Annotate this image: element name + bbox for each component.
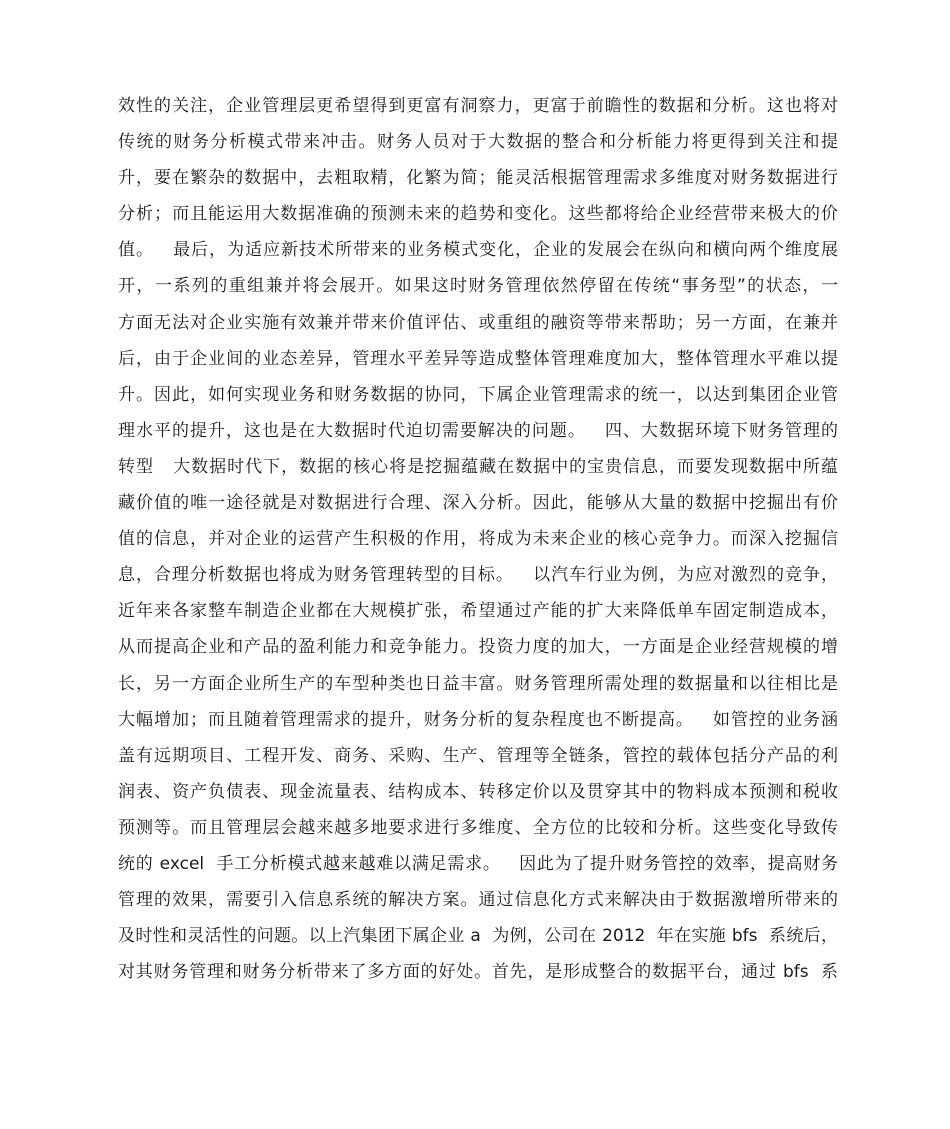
text-line: 统的 excel 手工分析模式越来越难以满足需求。 因此为了提升财务管控的效率，提高财务 [118,853,838,874]
text-line: 长，另一方面企业所生产的车型种类也日益丰富。财务管理所需处理的数据量和以往相比是 [118,673,838,694]
text-line: 理水平的提升，这也是在大数据时代迫切需要解决的问题。 四、大数据环境下财务管理的 [118,420,838,441]
text-line: 预测等。而且管理层会越来越多地要求进行多维度、全方位的比较和分析。这些变化导致传 [118,817,838,838]
body-text [118,88,838,990]
text-line: 值。 最后，为适应新技术所带来的业务模式变化，企业的发展会在纵向和横向两个维度展 [118,240,838,261]
text-line: 后，由于企业间的业态差异，管理水平差异等造成整体管理难度加大，整体管理水平难以提 [118,348,838,369]
text-line: 息，合理分析数据也将成为财务管理转型的目标。 以汽车行业为例，为应对激烈的竞争， [118,565,838,586]
text-line: 值的信息，并对企业的运营产生积极的作用，将成为未来企业的核心竞争力。而深入挖掘信 [118,529,838,550]
text-line: 藏价值的唯一途径就是对数据进行合理、深入分析。因此，能够从大量的数据中挖掘出有价 [118,493,838,514]
text-line: 盖有远期项目、工程开发、商务、采购、生产、管理等全链条，管控的载体包括分产品的利 [118,745,838,766]
text-line: 转型 大数据时代下，数据的核心将是挖掘蕴藏在数据中的宝贵信息，而要发现数据中所蕴 [118,456,838,477]
text-line: 近年来各家整车制造企业都在大规模扩张，希望通过产能的扩大来降低单车固定制造成本， [118,601,838,622]
text-line: 对其财务管理和财务分析带来了多方面的好处。首先，是形成整合的数据平台，通过 bfs 系 [118,962,838,983]
text-line: 大幅增加；而且随着管理需求的提升，财务分析的复杂程度也不断提高。 如管控的业务涵 [118,709,838,730]
text-line: 润表、资产负债表、现金流量表、结构成本、转移定价以及贯穿其中的物料成本预测和税收 [118,781,838,802]
text-line: 升，要在繁杂的数据中，去粗取精，化繁为简；能灵活根据管理需求多维度对财务数据进行 [118,168,838,189]
text-line: 效性的关注，企业管理层更希望得到更富有洞察力，更富于前瞻性的数据和分析。这也将对 [118,96,838,116]
text-line: 传统的财务分析模式带来冲击。财务人员对于大数据的整合和分析能力将更得到关注和提 [118,132,838,153]
text-line: 及时性和灵活性的问题。以上汽集团下属企业 a 为例，公司在 2012 年在实施 bfs 系统后， [118,926,838,947]
text-line: 方面无法对企业实施有效兼并带来价值评估、或重组的融资等带来帮助；另一方面，在兼并 [118,312,838,333]
text-line: 从而提高企业和产品的盈利能力和竞争能力。投资力度的加大，一方面是企业经营规模的增 [118,637,838,658]
text-line: 升。因此，如何实现业务和财务数据的协同，下属企业管理需求的统一，以达到集团企业管 [118,384,838,405]
text-line: 管理的效果，需要引入信息系统的解决方案。通过信息化方式来解决由于数据激增所带来的 [118,890,838,911]
text-line: 开，一系列的重组兼并将会展开。如果这时财务管理依然停留在传统“事务型”的状态，一 [118,276,838,297]
text-line: 分析；而且能运用大数据准确的预测未来的趋势和变化。这些都将给企业经营带来极大的价 [118,204,838,225]
